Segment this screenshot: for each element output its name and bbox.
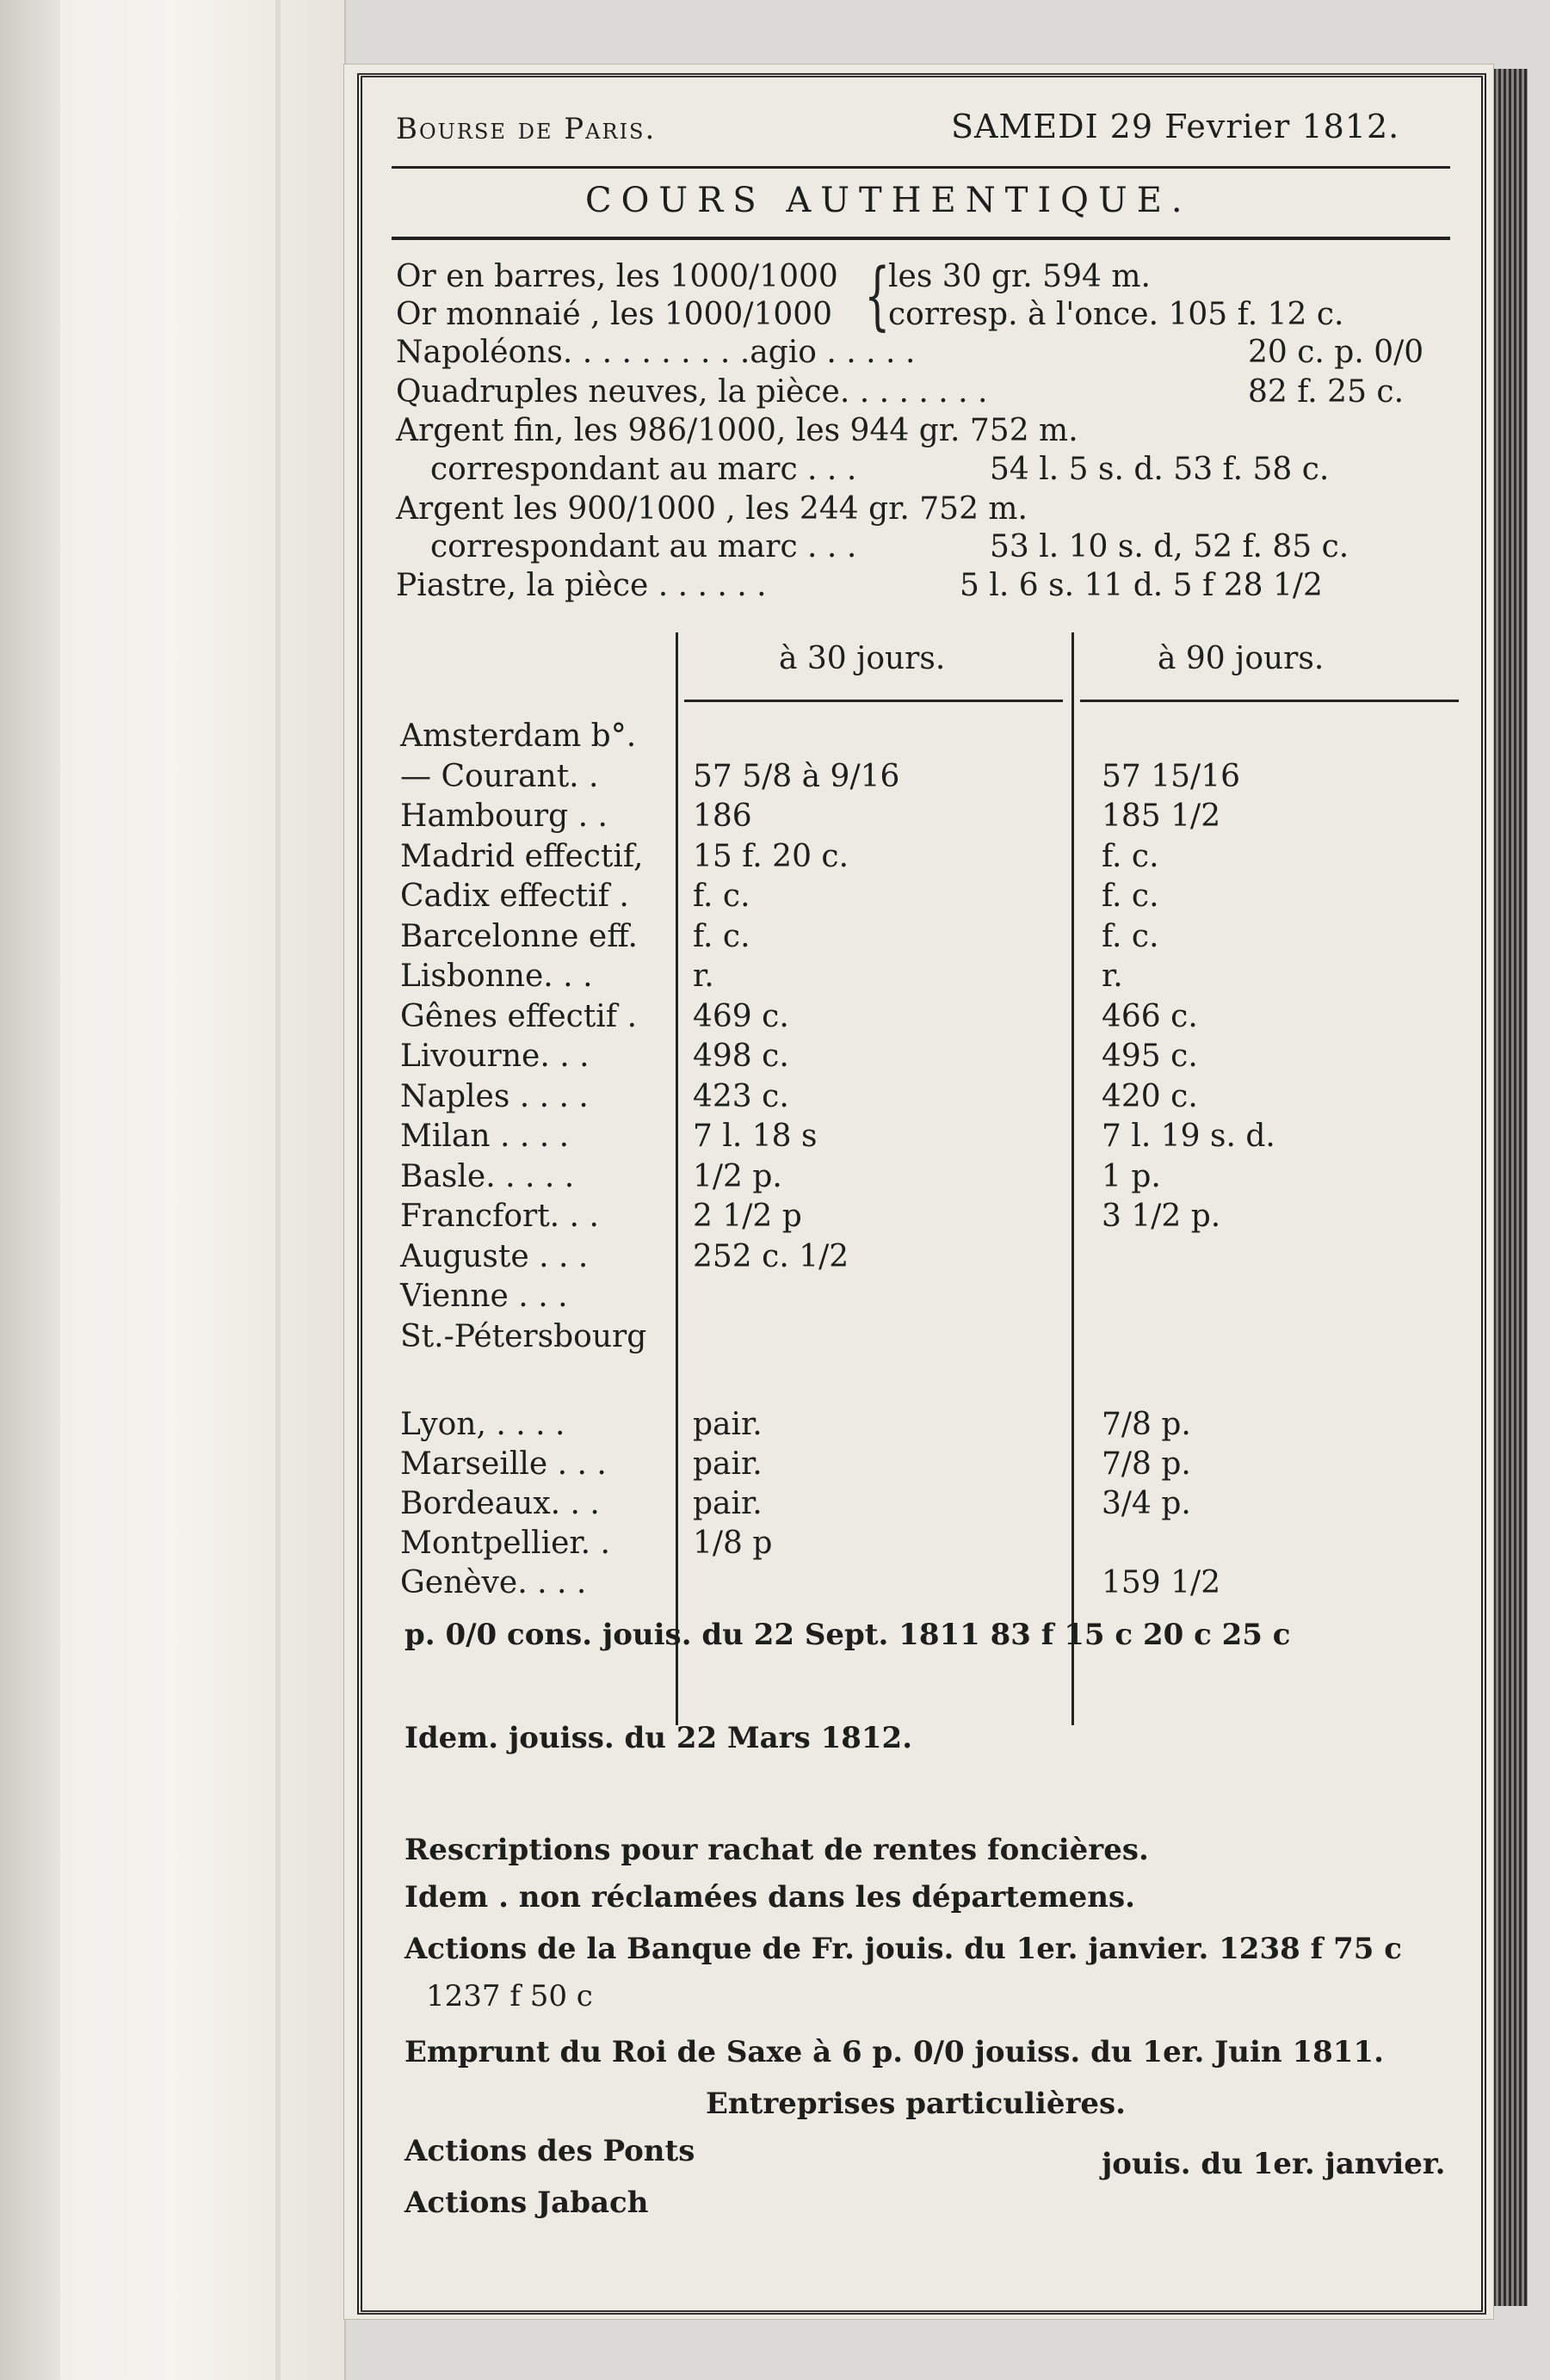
exchange-city: Bordeaux. . . bbox=[400, 1486, 600, 1521]
exchange-city: Amsterdam b°. bbox=[400, 718, 637, 754]
exchange-value-90: f. c. bbox=[1102, 879, 1159, 914]
exchange-value-30: 57 5/8 à 9/16 bbox=[693, 758, 900, 794]
exchange-value-90: 3/4 p. bbox=[1102, 1486, 1191, 1521]
exchange-value-30: 1/2 p. bbox=[693, 1158, 782, 1194]
metal-value-8: 53 l. 10 s. d, 52 f. 85 c. bbox=[990, 529, 1349, 564]
exchange-city: Cadix effectif . bbox=[400, 879, 629, 914]
exchange-value-90: 420 c. bbox=[1102, 1078, 1198, 1114]
exchange-value-30: 498 c. bbox=[693, 1039, 789, 1074]
banque-actions-price: 1237 f 50 c bbox=[426, 1979, 593, 2013]
exchange-value-90: f. c. bbox=[1102, 918, 1159, 954]
header-date: SAMEDI 29 Fevrier 1812. bbox=[951, 108, 1400, 145]
exchange-value-30: 423 c. bbox=[693, 1078, 789, 1114]
title-rule bbox=[392, 237, 1450, 240]
exchange-value-90: r. bbox=[1102, 959, 1123, 994]
exchange-value-90: 7/8 p. bbox=[1102, 1446, 1191, 1482]
blank-left-page bbox=[60, 0, 346, 2380]
exchange-city: Barcelonne eff. bbox=[400, 918, 638, 954]
exchange-city: Lisbonne. . . bbox=[400, 959, 593, 994]
entreprises-heading: Entreprises particulières. bbox=[706, 2087, 1126, 2121]
exchange-value-30: f. c. bbox=[693, 918, 750, 954]
actions-jabach-line: Actions Jabach bbox=[404, 2186, 649, 2220]
rescriptions-line: Rescriptions pour rachat de rentes foncières. bbox=[404, 1833, 1149, 1867]
header-underline-90 bbox=[1080, 700, 1459, 702]
exchange-value-30: 252 c. 1/2 bbox=[693, 1238, 849, 1274]
actions-ponts-line: Actions des Ponts bbox=[404, 2134, 695, 2168]
metal-value-3: 20 c. p. 0/0 bbox=[1248, 335, 1424, 370]
exchange-value-30: pair. bbox=[693, 1407, 763, 1442]
exchange-city: Milan . . . . bbox=[400, 1119, 570, 1154]
header-rule bbox=[392, 166, 1450, 169]
book-spine bbox=[0, 0, 60, 2380]
metal-value-9: 5 l. 6 s. 11 d. 5 f 28 1/2 bbox=[960, 568, 1323, 603]
column-header-90-days: à 90 jours. bbox=[1158, 641, 1325, 676]
exchange-city: Madrid effectif, bbox=[400, 838, 644, 874]
metal-line-2: Or monnaié , les 1000/1000 bbox=[396, 297, 833, 332]
column-header-30-days: à 30 jours. bbox=[779, 641, 946, 676]
idem-reclamees-line: Idem . non réclamées dans les départemens. bbox=[404, 1880, 1135, 1914]
exchange-value-30: pair. bbox=[693, 1446, 763, 1482]
metal-line-9: Piastre, la pièce . . . . . . bbox=[396, 568, 767, 603]
exchange-city: Hambourg . . bbox=[400, 798, 608, 834]
gold-side-1: les 30 gr. 594 m. bbox=[888, 259, 1151, 294]
gold-side-2: corresp. à l'once. 105 f. 12 c. bbox=[888, 297, 1344, 332]
metal-line-4: Quadruples neuves, la pièce. . . . . . . . bbox=[396, 374, 988, 410]
exchange-value-30: f. c. bbox=[693, 879, 750, 914]
metal-line-8: correspondant au marc . . . bbox=[430, 529, 857, 564]
metal-value-6: 54 l. 5 s. d. 53 f. 58 c. bbox=[990, 452, 1330, 487]
exchange-value-30: 186 bbox=[693, 798, 752, 834]
exchange-city: Lyon, . . . . bbox=[400, 1407, 565, 1442]
exchange-city: Marseille . . . bbox=[400, 1446, 607, 1482]
exchange-value-90: 7 l. 19 s. d. bbox=[1102, 1119, 1275, 1154]
exchange-value-90: 3 1/2 p. bbox=[1102, 1199, 1221, 1234]
header-exchange-name: Bourse de Paris. bbox=[396, 112, 657, 146]
exchange-value-90: 57 15/16 bbox=[1102, 758, 1240, 794]
metal-line-1: Or en barres, les 1000/1000 bbox=[396, 259, 838, 294]
header-underline-30 bbox=[684, 700, 1063, 702]
exchange-value-30: 2 1/2 p bbox=[693, 1199, 802, 1234]
exchange-city: Auguste . . . bbox=[400, 1238, 589, 1274]
exchange-value-30: r. bbox=[693, 959, 714, 994]
exchange-city: Francfort. . . bbox=[400, 1199, 599, 1234]
exchange-city: Gênes effectif . bbox=[400, 998, 638, 1034]
exchange-value-90: 1 p. bbox=[1102, 1158, 1161, 1194]
exchange-value-90: f. c. bbox=[1102, 838, 1159, 874]
brace-glyph: { bbox=[864, 253, 891, 339]
metal-line-7: Argent les 900/1000 , les 244 gr. 752 m. bbox=[396, 491, 1028, 527]
rente-line: p. 0/0 cons. jouis. du 22 Sept. 1811 83 f 15 c 20 c 25 c bbox=[404, 1618, 1291, 1652]
exchange-city: Livourne. . . bbox=[400, 1039, 590, 1074]
column-divider-right bbox=[1071, 632, 1074, 1725]
metal-value-4: 82 f. 25 c. bbox=[1248, 374, 1405, 410]
exchange-value-30: 1/8 p bbox=[693, 1526, 773, 1561]
exchange-value-30: 15 f. 20 c. bbox=[693, 838, 849, 874]
idem-line: Idem. jouiss. du 22 Mars 1812. bbox=[404, 1721, 913, 1755]
exchange-value-90: 159 1/2 bbox=[1102, 1565, 1221, 1600]
exchange-city: Montpellier. . bbox=[400, 1526, 610, 1561]
exchange-city: Naples . . . . bbox=[400, 1078, 589, 1114]
exchange-value-30: pair. bbox=[693, 1486, 763, 1521]
banque-actions-line: Actions de la Banque de Fr. jouis. du 1er. janvier. 1238 f 75 c bbox=[404, 1932, 1402, 1966]
page-edges bbox=[1493, 69, 1528, 2306]
exchange-value-30: 7 l. 18 s bbox=[693, 1119, 818, 1154]
exchange-value-90: 185 1/2 bbox=[1102, 798, 1221, 834]
metal-line-3: Napoléons. . . . . . . . . .agio . . . . . bbox=[396, 335, 916, 370]
printed-page bbox=[344, 65, 1493, 2319]
metal-line-5: Argent fin, les 986/1000, les 944 gr. 752 m. bbox=[396, 413, 1078, 448]
exchange-city: St.-Pétersbourg bbox=[400, 1318, 647, 1354]
exchange-city: Basle. . . . . bbox=[400, 1158, 575, 1194]
actions-ponts-jouis: jouis. du 1er. janvier. bbox=[1102, 2147, 1446, 2181]
page-fold bbox=[275, 0, 281, 2380]
exchange-value-90: 495 c. bbox=[1102, 1039, 1198, 1074]
column-divider-left bbox=[676, 632, 678, 1725]
exchange-value-30: 469 c. bbox=[693, 998, 789, 1034]
exchange-city: Vienne . . . bbox=[400, 1279, 568, 1314]
metal-line-6: correspondant au marc . . . bbox=[430, 452, 857, 487]
emprunt-saxe-line: Emprunt du Roi de Saxe à 6 p. 0/0 jouiss. du 1er. Juin 1811. bbox=[404, 2035, 1384, 2069]
exchange-city: — Courant. . bbox=[400, 758, 599, 794]
exchange-value-90: 466 c. bbox=[1102, 998, 1198, 1034]
exchange-city: Genève. . . . bbox=[400, 1565, 587, 1600]
page-title: COURS AUTHENTIQUE. bbox=[585, 181, 1192, 220]
exchange-value-90: 7/8 p. bbox=[1102, 1407, 1191, 1442]
